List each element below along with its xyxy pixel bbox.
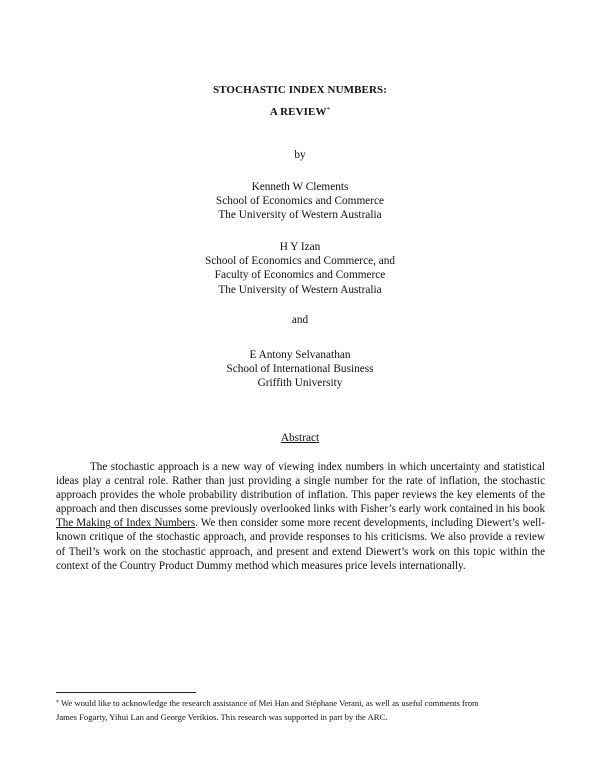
author-block-1 [0,180,600,223]
book-title: The Making of Index Numbers [56,517,196,530]
and-label: and [291,314,309,326]
author-affiliation: School of Economics and Commerce [215,195,385,208]
footnote-text-2: James Fogarty, Yihui Lan and George Verikios. This research was supported in part by the ARC. [56,712,388,722]
footnote-line-1 [56,697,546,711]
footnote [56,697,546,723]
author-block-2 [0,240,600,297]
author-affiliation: Faculty of Economics and Commerce [214,269,386,282]
by-label: by [294,149,306,161]
abstract-heading: Abstract [280,432,320,444]
author-name: Kenneth W Clements [251,181,349,193]
author-affiliation: The University of Western Australia [218,283,382,296]
paper-title-line1: STOCHASTIC INDEX NUMBERS: [212,84,388,96]
author-name: E Antony Selvanathan [249,349,351,361]
author-affiliation: The University of Western Australia [218,209,382,222]
footnote-marker: * [56,700,59,706]
paper-title-line2 [0,106,600,118]
abstract-text-part1: The stochastic approach is a new way of viewing index numbers in which uncertainty and statistical ideas play a central role. Rather than just providing a single number for the rate of inflation, the stochastic approach provides the whole probability distribution of inflation. This paper reviews the key elements of the approach and then discusses some previously overlooked links with Fisher’s early work contained in his book [56,461,545,516]
author-block-3 [0,348,600,391]
footnote-text-1: We would like to acknowledge the research assistance of Mei Han and Stéphane Verani, as well as useful comments from [59,698,479,708]
author-affiliation: School of Economics and Commerce, and [204,255,396,268]
author-affiliation: School of International Business [226,363,374,376]
footnote-divider [56,692,196,693]
title-footnote-marker[interactable]: * [326,106,331,114]
author-affiliation: Griffith University [257,377,343,390]
abstract-body [56,460,545,573]
abstract-paragraph [56,460,545,573]
author-name: H Y Izan [279,241,321,253]
abstract-text-part2: . We then consider some more recent developments, including Diewert’s well-known critique of the stochastic approach, and provide responses to his criticisms. We also provide a review of Theil’s work on the stochastic approach, and present and extend Diewert’s work on this topic within the context of the Country Product Dummy method which measures price levels internationally. [56,517,545,572]
paper-title-review: A REVIEW [269,106,327,118]
